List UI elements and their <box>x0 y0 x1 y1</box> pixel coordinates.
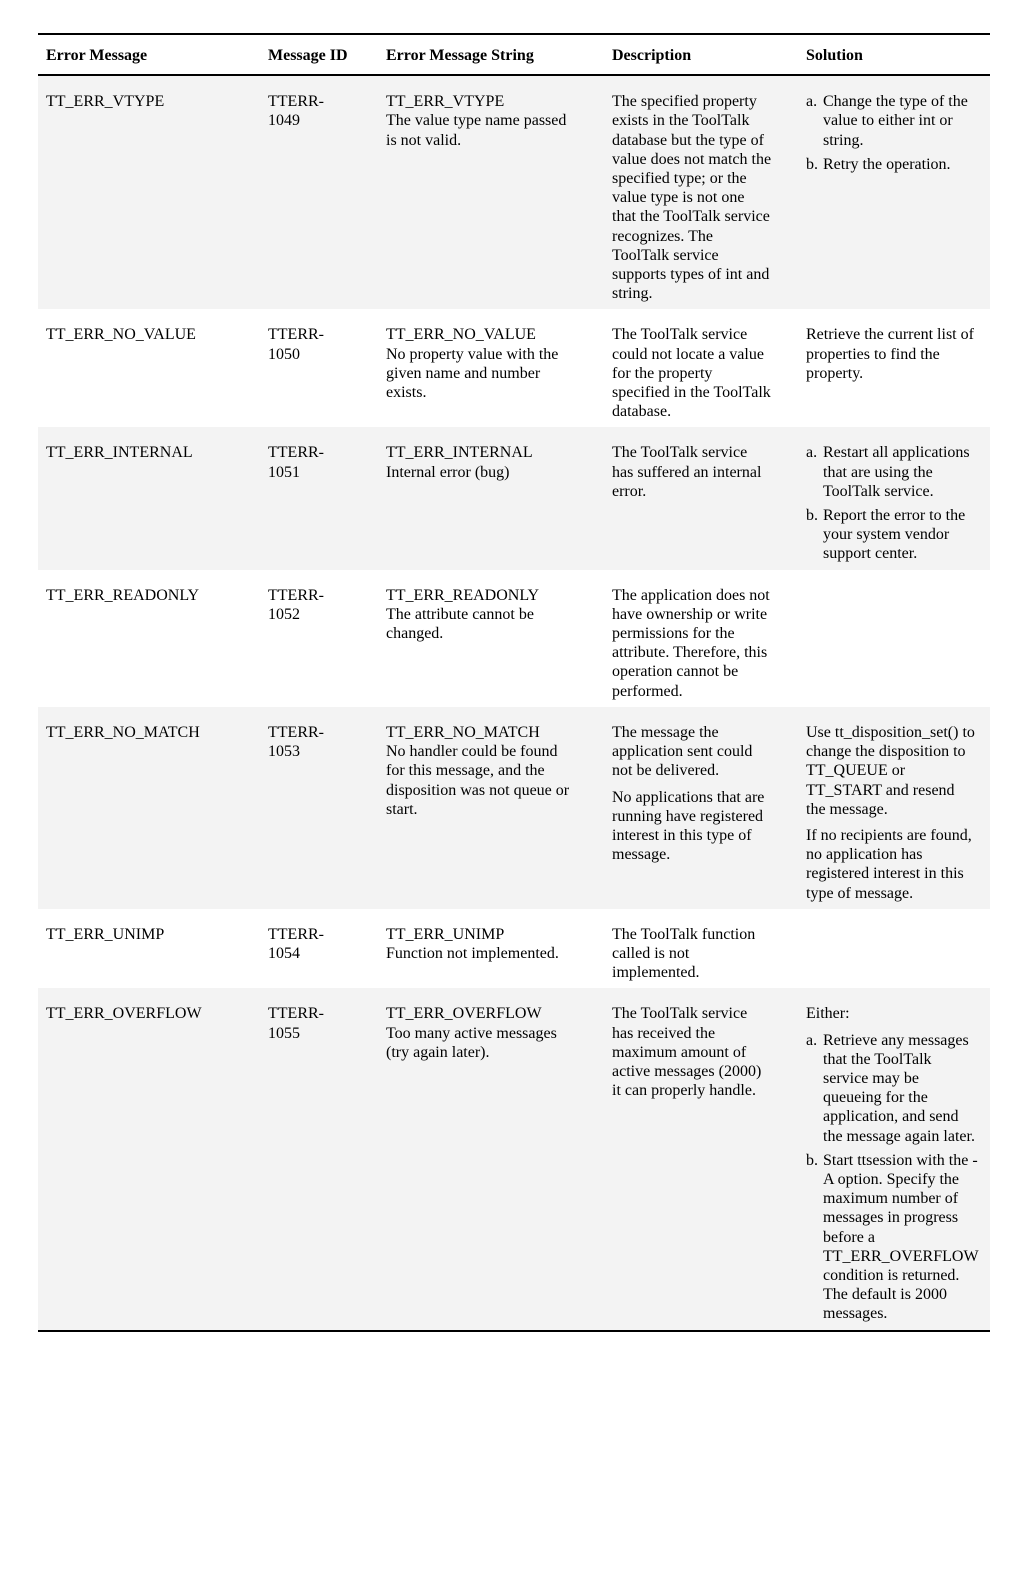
solution-list-item <box>806 1031 976 1146</box>
solution-cell <box>798 707 990 909</box>
error-message-cell <box>38 988 260 1329</box>
solution-cell <box>798 988 990 1329</box>
error-message-text: TT_ERR_INTERNAL <box>46 444 193 462</box>
error-message-text: TT_ERR_VTYPE <box>46 93 165 111</box>
error-message-cell <box>38 76 260 309</box>
message-id-text: TTERR-1054 <box>268 925 324 962</box>
message-id-cell <box>260 76 378 309</box>
solution-list-text: Restart all applications that are using the ToolTalk service. <box>823 444 970 500</box>
solution-paragraph: Either: <box>806 1005 850 1023</box>
solution-cell <box>798 76 990 309</box>
description-paragraph: The application does not have ownership or write permissions for the attribute. Therefore, this operation cannot be performed. <box>612 586 770 700</box>
message-id-cell <box>260 988 378 1329</box>
col-header-error-message: Error Message <box>46 47 148 64</box>
error-message-cell <box>38 570 260 707</box>
table-row <box>38 707 990 909</box>
error-string-line: The attribute cannot be changed. <box>386 605 534 643</box>
description-cell <box>604 427 798 569</box>
error-string-cell <box>378 707 604 909</box>
solution-cell <box>798 309 990 427</box>
description-cell <box>604 309 798 427</box>
solution-list-marker: a. <box>806 444 818 462</box>
description-cell <box>604 909 798 989</box>
description-cell <box>604 570 798 707</box>
solution-cell <box>798 909 990 989</box>
error-string-line: Too many active messages (try again later). <box>386 1024 557 1061</box>
error-string-cell <box>378 988 604 1329</box>
description-paragraph: The ToolTalk service could not locate a value for the property specified in the ToolTalk database. <box>612 326 771 421</box>
message-id-text: TTERR-1050 <box>268 326 324 363</box>
col-header-solution: Solution <box>806 47 863 64</box>
error-message-cell <box>38 909 260 989</box>
message-id-text: TTERR-1052 <box>268 586 324 623</box>
solution-cell <box>798 427 990 569</box>
error-string-line: The value type name passed is not valid. <box>386 112 567 149</box>
table-row <box>38 309 990 427</box>
table-row <box>38 427 990 569</box>
error-message-text: TT_ERR_READONLY <box>46 586 200 604</box>
error-string-line: TT_ERR_INTERNAL <box>386 444 533 462</box>
description-cell <box>604 76 798 309</box>
description-cell <box>604 707 798 909</box>
error-message-text: TT_ERR_UNIMP <box>46 925 165 943</box>
error-string-line: TT_ERR_NO_MATCH <box>386 723 540 741</box>
table-row <box>38 988 990 1329</box>
message-id-cell <box>260 707 378 909</box>
error-string-cell <box>378 309 604 427</box>
table-row <box>38 76 990 309</box>
error-string-line: Internal error (bug) <box>386 463 510 481</box>
description-paragraph: The message the application sent could not be delivered. <box>612 723 753 780</box>
error-string-line: TT_ERR_READONLY <box>386 586 540 604</box>
description-paragraph: The ToolTalk service has received the maximum amount of active messages (2000) it can properly handle. <box>612 1005 762 1100</box>
error-string-cell <box>378 909 604 989</box>
solution-list-text: Retry the operation. <box>823 155 951 173</box>
table-body <box>38 76 990 1329</box>
error-string-cell <box>378 76 604 309</box>
table-row <box>38 570 990 707</box>
error-string-cell <box>378 570 604 707</box>
solution-list-marker: a. <box>806 1031 818 1049</box>
message-id-text: TTERR-1055 <box>268 1005 324 1042</box>
solution-list-item <box>806 506 976 564</box>
error-message-text: TT_ERR_NO_VALUE <box>46 326 196 344</box>
col-header-description: Description <box>612 47 692 64</box>
solution-list-item <box>806 443 976 501</box>
error-string-line: TT_ERR_UNIMP <box>386 925 505 943</box>
message-id-text: TTERR-1053 <box>268 723 324 761</box>
error-string-line: No handler could be found for this message, and the disposition was not queue or start. <box>386 743 570 818</box>
table-row <box>38 909 990 989</box>
solution-paragraph: Use tt_disposition_set() to change the disposition to TT_QUEUE or TT_START and resend the message. <box>806 723 975 818</box>
solution-list-item <box>806 1151 979 1324</box>
error-message-cell <box>38 427 260 569</box>
message-id-cell <box>260 909 378 989</box>
error-message-table <box>38 33 990 1332</box>
solution-list-marker: b. <box>806 155 818 173</box>
error-message-cell <box>38 707 260 909</box>
description-cell <box>604 988 798 1329</box>
error-string-cell <box>378 427 604 569</box>
error-message-text: TT_ERR_OVERFLOW <box>46 1005 202 1023</box>
solution-list-text: Report the error to the your system vendor support center. <box>823 507 966 563</box>
message-id-text: TTERR-1051 <box>268 444 324 481</box>
error-message-cell <box>38 309 260 427</box>
col-header-message-id: Message ID <box>268 47 348 64</box>
solution-list-item <box>806 92 976 150</box>
description-paragraph: The ToolTalk service has suffered an internal error. <box>612 444 762 500</box>
solution-paragraph: Retrieve the current list of properties to find the property. <box>806 326 974 382</box>
solution-list-text: Retrieve any messages that the ToolTalk service may be queueing for the application, and send the message again later. <box>823 1031 975 1145</box>
error-message-text: TT_ERR_NO_MATCH <box>46 723 200 741</box>
error-string-line: TT_ERR_NO_VALUE <box>386 326 536 344</box>
solution-list-marker: b. <box>806 1151 818 1169</box>
table-header-row <box>38 35 990 76</box>
solution-list-marker: b. <box>806 507 818 525</box>
solution-list-marker: a. <box>806 93 818 111</box>
description-paragraph: No applications that are running have registered interest in this type of message. <box>612 788 765 864</box>
message-id-cell <box>260 427 378 569</box>
solution-paragraph: If no recipients are found, no application has registered interest in this type of message. <box>806 826 972 902</box>
message-id-cell <box>260 309 378 427</box>
message-id-cell <box>260 570 378 707</box>
description-paragraph: The specified property exists in the ToolTalk database but the type of value does not match the specified type; or the value type is not one that the ToolTalk service recognizes. The ToolTalk service supports types of int and string. <box>612 93 772 303</box>
col-header-error-message-string: Error Message String <box>386 47 534 64</box>
error-string-line: No property value with the given name and number exists. <box>386 345 559 402</box>
error-string-line: TT_ERR_VTYPE <box>386 93 505 111</box>
solution-list-item <box>806 155 976 174</box>
solution-list-text: Start ttsession with the -A option. Specify the maximum number of messages in progress before a TT_ERR_OVERFLOW condition is returned. The default is 2000 messages. <box>823 1151 979 1323</box>
solution-list-text: Change the type of the value to either int or string. <box>823 93 968 149</box>
description-paragraph: The ToolTalk function called is not implemented. <box>612 925 756 982</box>
solution-cell <box>798 570 990 707</box>
message-id-text: TTERR-1049 <box>268 93 324 130</box>
error-string-line: TT_ERR_OVERFLOW <box>386 1005 542 1023</box>
error-string-line: Function not implemented. <box>386 944 559 962</box>
